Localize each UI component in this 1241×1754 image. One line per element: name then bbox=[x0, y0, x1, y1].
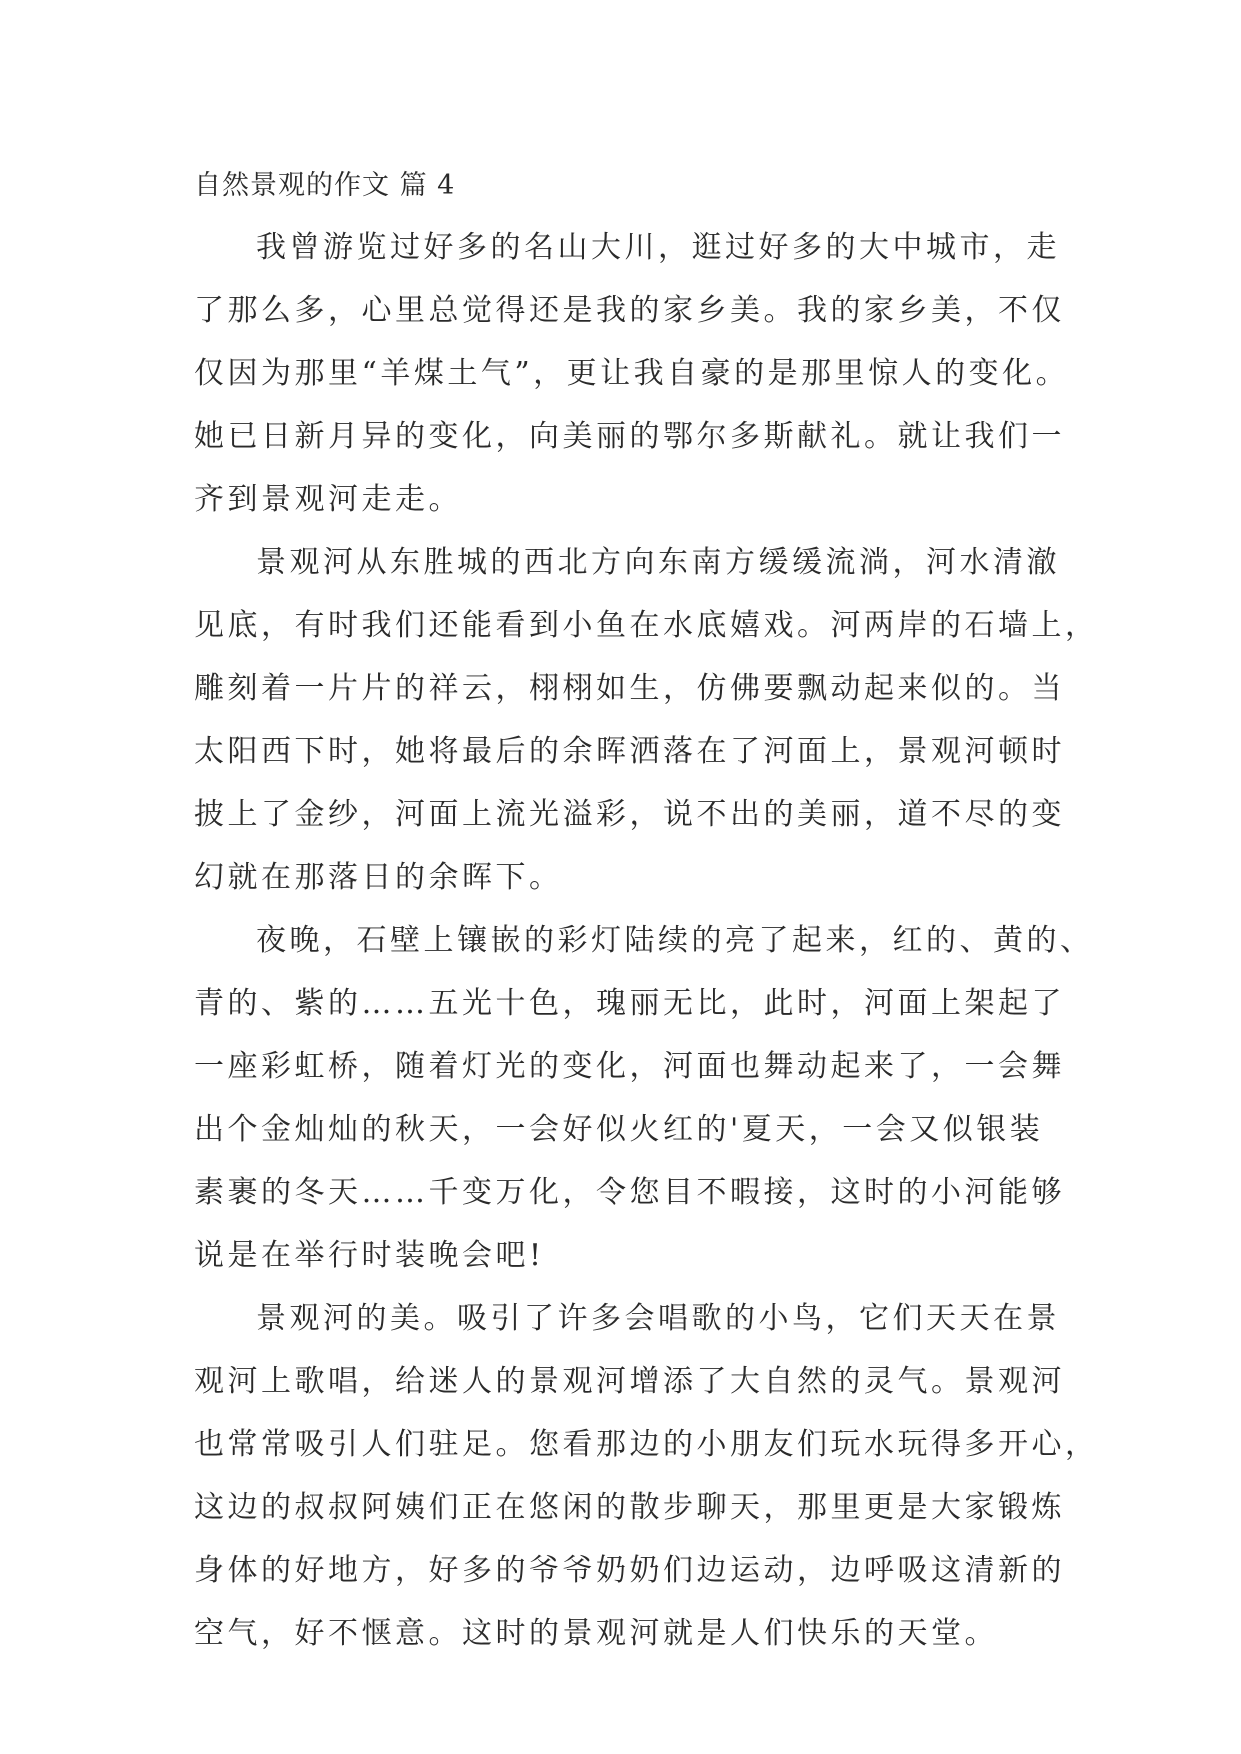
paragraph-line: 仅因为那里“羊煤土气”，更让我自豪的是那里惊人的变化。 bbox=[194, 356, 1070, 391]
paragraph-line: 她已日新月异的变化，向美丽的鄂尔多斯献礼。就让我们一 bbox=[194, 419, 1065, 454]
paragraph-line: 出个金灿灿的秋天，一会好似火红的'夏天，一会又似银装 bbox=[194, 1112, 1044, 1147]
paragraph-line: 幻就在那落日的余晖下。 bbox=[194, 860, 563, 895]
paragraph-line: 雕刻着一片片的祥云，栩栩如生，仿佛要飘动起来似的。当 bbox=[194, 671, 1065, 706]
paragraph-line: 说是在举行时装晚会吧! bbox=[194, 1238, 545, 1273]
paragraph-2 bbox=[194, 531, 1099, 909]
paragraph-line: 我曾游览过好多的名山大川，逛过好多的大中城市，走 bbox=[256, 230, 1060, 265]
paragraph-line: 空气，好不惬意。这时的景观河就是人们快乐的天堂。 bbox=[194, 1616, 998, 1651]
paragraph-line: 夜晚，石壁上镶嵌的彩灯陆续的亮了起来，红的、黄的、 bbox=[256, 923, 1094, 958]
paragraph-line: 也常常吸引人们驻足。您看那边的小朋友们玩水玩得多开心， bbox=[194, 1427, 1099, 1462]
paragraph-line: 齐到景观河走走。 bbox=[194, 482, 462, 517]
paragraph-line: 素裹的冬天……千变万化，令您目不暇接，这时的小河能够 bbox=[194, 1175, 1065, 1210]
paragraph-4 bbox=[194, 1287, 1099, 1665]
paragraph-line: 观河上歌唱，给迷人的景观河增添了大自然的灵气。景观河 bbox=[194, 1364, 1065, 1399]
paragraph-line: 一座彩虹桥，随着灯光的变化，河面也舞动起来了，一会舞 bbox=[194, 1049, 1065, 1084]
essay-title: 自然景观的作文 篇 4 bbox=[194, 170, 456, 201]
paragraph-line: 披上了金纱，河面上流光溢彩，说不出的美丽，道不尽的变 bbox=[194, 797, 1065, 832]
paragraph-line: 了那么多，心里总觉得还是我的家乡美。我的家乡美，不仅 bbox=[194, 293, 1065, 328]
paragraph-line: 青的、紫的……五光十色，瑰丽无比，此时，河面上架起了 bbox=[194, 986, 1065, 1021]
paragraph-line: 景观河的美。吸引了许多会唱歌的小鸟，它们天天在景 bbox=[256, 1301, 1060, 1336]
paragraph-1 bbox=[194, 216, 1074, 531]
paragraph-line: 身体的好地方，好多的爷爷奶奶们边运动，边呼吸这清新的 bbox=[194, 1553, 1065, 1588]
paragraph-3 bbox=[194, 909, 1094, 1287]
paragraph-line: 这边的叔叔阿姨们正在悠闲的散步聊天，那里更是大家锻炼 bbox=[194, 1490, 1065, 1525]
paragraph-line: 见底，有时我们还能看到小鱼在水底嬉戏。河两岸的石墙上， bbox=[194, 608, 1099, 643]
paragraph-line: 太阳西下时，她将最后的余晖洒落在了河面上，景观河顿时 bbox=[194, 734, 1065, 769]
paragraph-line: 景观河从东胜城的西北方向东南方缓缓流淌，河水清澈 bbox=[256, 545, 1060, 580]
